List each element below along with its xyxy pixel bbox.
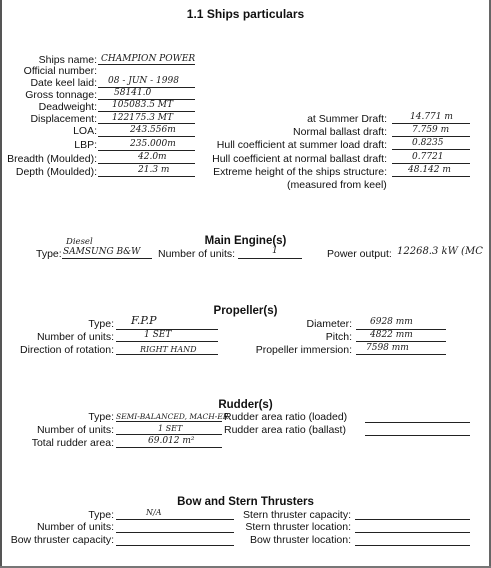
extreme-height-label: Extreme height of the ships structure:: [213, 166, 387, 178]
normal-ballast-draft-label: Normal ballast draft:: [293, 126, 387, 138]
propeller-units-value: 1 SET: [144, 330, 172, 340]
summer-draft-label: at Summer Draft:: [307, 113, 387, 125]
engine-units-label: Number of units:: [158, 248, 236, 260]
rotation-direction-value: RIGHT HAND: [140, 345, 197, 354]
stern-thruster-capacity-label: Stern thruster capacity:: [243, 509, 351, 521]
propeller-pitch-value: 4822 mm: [370, 330, 413, 340]
hull-coef-ballast-value: 0.7721: [412, 152, 444, 162]
rudder-type-line: [116, 421, 222, 422]
hull-coef-summer-label: Hull coefficient at summer load draft:: [216, 139, 387, 151]
breadth-line: [98, 163, 195, 164]
thruster-units-label: Number of units:: [36, 521, 114, 533]
extreme-height-value: 48.142 m: [408, 165, 451, 175]
breadth-label: Breadth (Moulded):: [7, 153, 97, 165]
lbp-label: LBP:: [74, 139, 97, 151]
propeller-pitch-line: [356, 341, 446, 342]
measured-from-keel-note: (measured from keel): [287, 179, 387, 191]
depth-line: [98, 176, 195, 177]
propeller-units-label: Number of units:: [36, 331, 114, 343]
power-output-label: Power output:: [327, 248, 392, 260]
rotation-direction-label: Direction of rotation:: [20, 344, 114, 356]
rudder-heading: Rudder(s): [218, 399, 273, 411]
hull-coef-ballast-label: Hull coefficient at normal ballast draft:: [212, 153, 387, 165]
hull-coef-summer-line: [392, 149, 470, 150]
bow-thruster-location-line: [355, 545, 470, 546]
rudder-ratio-ballast-label: Rudder area ratio (ballast): [224, 424, 346, 436]
lbp-value: 235.000m: [130, 139, 176, 149]
power-output-value: 12268.3 kW (MC: [397, 246, 483, 257]
summer-draft-value: 14.771 m: [410, 112, 453, 122]
rotation-direction-line: [116, 354, 218, 355]
ships-name-line: [98, 64, 195, 65]
bow-thruster-location-label: Bow thruster location:: [250, 534, 351, 546]
bow-thruster-capacity-line: [116, 545, 234, 546]
rudder-ratio-ballast-line: [365, 435, 470, 436]
hull-coef-ballast-line: [392, 163, 470, 164]
stern-thruster-capacity-line: [355, 519, 470, 520]
rudder-units-value: 1 SET: [158, 424, 183, 433]
normal-ballast-draft-value: 7.759 m: [412, 125, 450, 135]
ships-name-value: CHAMPION POWER: [101, 54, 196, 64]
thruster-type-line: [116, 519, 234, 520]
extreme-height-line: [392, 176, 470, 177]
engine-type-value-top: Diesel: [66, 237, 93, 247]
rudder-units-label: Number of units:: [36, 424, 114, 436]
depth-value: 21.3 m: [138, 165, 170, 175]
rudder-units-line: [116, 434, 222, 435]
deadweight-line: [98, 111, 195, 112]
gross-tonnage-value: 58141.0: [114, 88, 152, 98]
displacement-line: [98, 123, 195, 124]
rudder-ratio-loaded-line: [365, 422, 470, 423]
summer-draft-line: [392, 123, 470, 124]
propeller-diameter-value: 6928 mm: [370, 317, 413, 327]
rudder-type-label: Type:: [88, 411, 114, 423]
rudder-type-value: SEMI-BALANCED, MACH-ER: [116, 412, 229, 421]
propeller-type-label: Type:: [88, 318, 114, 330]
thruster-type-label: Type:: [88, 509, 114, 521]
rudder-area-value: 69.012 m²: [148, 436, 195, 446]
normal-ballast-draft-line: [392, 136, 470, 137]
engine-units-line: [238, 258, 302, 259]
displacement-label: Displacement:: [30, 113, 97, 125]
scan-edge-left: [0, 0, 2, 568]
thruster-type-value: N/A: [146, 508, 162, 517]
rudder-area-line: [116, 447, 222, 448]
propeller-heading: Propeller(s): [213, 305, 278, 317]
engine-type-value: SAMSUNG B&W: [63, 247, 141, 257]
breadth-value: 42.0m: [138, 152, 167, 162]
official-number-label: Official number:: [23, 65, 97, 77]
rudder-ratio-loaded-label: Rudder area ratio (loaded): [224, 411, 348, 423]
loa-value: 243.556m: [130, 125, 176, 135]
propeller-immersion-value: 7598 mm: [366, 343, 409, 353]
lbp-line: [98, 150, 195, 151]
propeller-pitch-label: Pitch:: [325, 331, 352, 343]
stern-thruster-location-line: [355, 532, 470, 533]
thrusters-heading: Bow and Stern Thrusters: [177, 496, 314, 508]
ships-name-label: Ships name:: [38, 54, 97, 66]
hull-coef-summer-value: 0.8235: [412, 138, 444, 148]
deadweight-label: Deadweight:: [38, 101, 97, 113]
bow-thruster-capacity-label: Bow thruster capacity:: [10, 534, 114, 546]
loa-line: [98, 136, 195, 137]
thruster-units-line: [116, 532, 234, 533]
main-engine-heading: Main Engine(s): [204, 235, 287, 247]
engine-type-label: Type:: [36, 248, 62, 260]
page-title: 1.1 Ships particulars: [186, 7, 305, 21]
engine-units-value: 1: [272, 246, 278, 256]
engine-type-line: [62, 258, 152, 259]
stern-thruster-location-label: Stern thruster location:: [245, 521, 351, 533]
propeller-immersion-label: Propeller immersion:: [255, 344, 352, 356]
propeller-diameter-label: Diameter:: [306, 318, 352, 330]
rudder-area-label: Total rudder area:: [31, 437, 114, 449]
propeller-type-value: F.P.P: [131, 314, 157, 327]
propeller-immersion-line: [356, 354, 446, 355]
displacement-value: 122175.3 MT: [112, 113, 174, 123]
loa-label: LOA:: [73, 125, 97, 137]
date-keel-laid-value: 08 - JUN - 1998: [108, 76, 179, 86]
depth-label: Depth (Moulded):: [15, 166, 97, 178]
date-keel-laid-label: Date keel laid:: [30, 77, 97, 89]
deadweight-value: 105083.5 MT: [112, 100, 174, 110]
gross-tonnage-label: Gross tonnage:: [25, 89, 97, 101]
propeller-units-line: [116, 341, 218, 342]
